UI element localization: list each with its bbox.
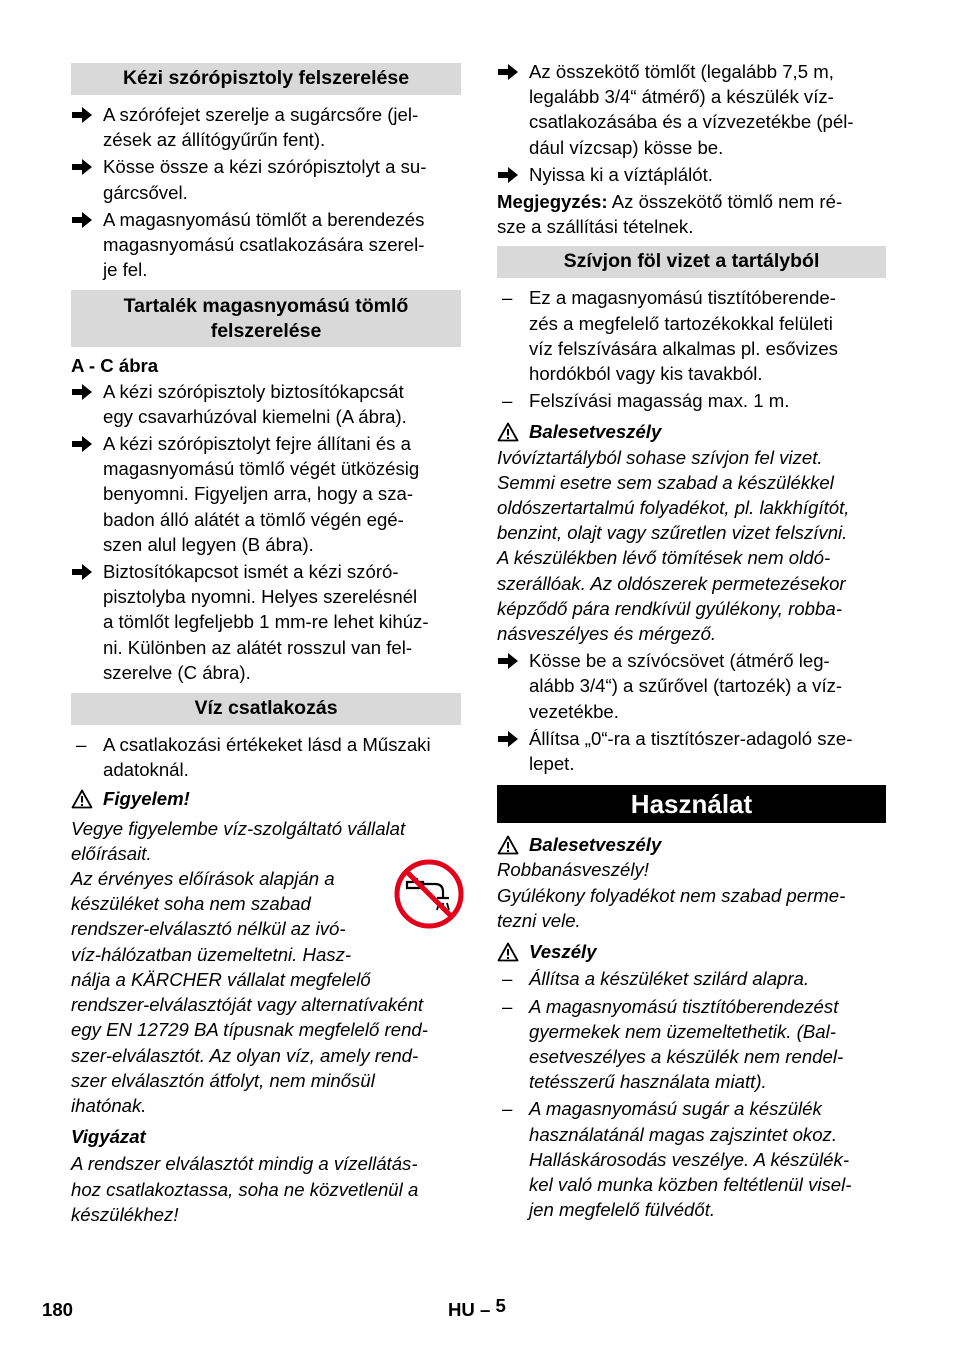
list-item: A kézi szórópisztoly biztosítókapcsát egy csavarhúzóval kiemelni (A ábra).	[71, 379, 461, 429]
paragraph: Ivóvíztartályból sohase szívjon fel vizet. Semmi esetre sem szabad a készülékkel oldószertartalmú folyadékot, pl. lakkhígítót, benzint, olajt vagy szűretlen vizet felszívni. A készülékben lévő tömítések nem oldó- szerállóak. Az oldószerek permetezésekor képződő pára rendkívül gyúlékony, robba- násveszélyes és mérgező.	[497, 446, 850, 645]
list-item: – A magasnyomású sugár a készülék használatánál magas zajszintet okoz. Halláskárosodás veszélye. A készülék- kel való munka közben feltétlenül visel- jen megfelelő fülvédőt.	[502, 1098, 852, 1221]
arrow-right-icon	[71, 381, 93, 403]
note: Megjegyzés: Az összekötő tömlő nem ré- sze a szállítási tételnek.	[497, 191, 843, 238]
caution-heading: Vigyázat	[71, 1126, 146, 1148]
warning-triangle-icon	[71, 789, 93, 809]
paragraph: Vegye figyelembe víz-szolgáltató vállalat előírásait.	[71, 817, 406, 864]
warning-triangle-icon	[497, 422, 519, 442]
arrow-right-icon	[71, 209, 93, 231]
note-label: Megjegyzés:	[497, 191, 608, 213]
arrow-right-icon	[497, 650, 519, 672]
left-column	[71, 63, 461, 1227]
heading-water-connection: Víz csatlakozás	[71, 693, 461, 725]
list-item: Kösse össze a kézi szórópisztolyt a su- gárcsővel.	[71, 154, 461, 204]
no-drinking-water-icon	[393, 858, 465, 930]
arrow-right-icon	[71, 104, 93, 126]
heading-suction: Szívjon föl vizet a tartályból	[497, 246, 886, 278]
warning-attention: Figyelem!	[71, 786, 461, 811]
paragraph: Robbanásveszély! Gyúlékony folyadékot nem szabad perme- tezni vele.	[497, 859, 846, 931]
arrow-right-icon	[497, 61, 519, 83]
paragraph: Az érvényes előírások alapján a készüléket soha nem szabad rendszer-elválasztó nélkül az ivó- víz-hálózatban üzemeltetni. Hasz- nálja a KÄRCHER vállalat megfelelő rendszer-elválasztóját vagy alternatívaként egy EN 12729 BA típusnak megfelelő rend- szer-elválasztót. Az olyan víz, amely rend- szer elválasztón átfolyt, nem minősül ihatónak.	[71, 866, 461, 1118]
warning-danger: Veszély	[497, 939, 886, 964]
warning-accident: Balesetveszély	[497, 832, 886, 857]
list-item: A szórófejet szerelje a sugárcsőre (jel- zések az állítógyűrűn fent).	[71, 102, 461, 152]
section-title: Használat	[497, 785, 886, 823]
heading-spray-gun: Kézi szórópisztoly felszerelése	[71, 63, 461, 95]
right-column	[497, 59, 886, 1222]
warning-accident: Balesetveszély	[497, 419, 886, 444]
list-item: Állítsa „0“-ra a tisztítószer-adagoló sze- lepet.	[497, 726, 886, 776]
warning-triangle-icon	[497, 942, 519, 962]
arrow-right-icon	[497, 164, 519, 186]
list-item: – Állítsa a készüléket szilárd alapra.	[502, 968, 810, 990]
list-item: Biztosítókapcsot ismét a kézi szóró- pisztolyba nyomni. Helyes szerelésnél a tömlőt legfeljebb 1 mm-re lehet kihúz- ni. Különben az alátét rosszul van fel- szerelve (C ábra).	[71, 559, 461, 685]
list-item: Nyissa ki a víztáplálót.	[497, 162, 886, 187]
warning-triangle-icon	[497, 835, 519, 855]
page-number: 180	[42, 1299, 74, 1320]
page-footer-label: HU – 5	[448, 1295, 506, 1320]
list-item: – A magasnyomású tisztítóberendezést gyermekek nem üzemeltethetik. (Bal- esetveszélyes a készülék nem rendel- tetésszerű használata miatt).	[502, 995, 844, 1093]
arrow-right-icon	[497, 728, 519, 750]
figure-label: A - C ábra	[71, 355, 159, 377]
list-item: – Felszívási magasság max. 1 m.	[502, 390, 790, 412]
heading-spare-hose: Tartalék magasnyomású tömlő felszerelése	[71, 290, 461, 347]
arrow-right-icon	[71, 156, 93, 178]
list-item: A kézi szórópisztolyt fejre állítani és a magasnyomású tömlő végét ütközésig benyomni. Figyeljen arra, hogy a sza- badon álló alátét a tömlő végén egé- szen alul legyen (B ábra).	[71, 431, 461, 557]
list-item: Az összekötő tömlőt (legalább 7,5 m, legalább 3/4“ átmérő) a készülék víz- csatlakozásába és a vízvezetékbe (pél- dául vízcsap) kösse be.	[497, 59, 886, 160]
list-item: – A csatlakozási értékeket lásd a Műszaki adatoknál.	[76, 734, 431, 781]
list-item: – Ez a magasnyomású tisztítóberende- zés a megfelelő tartozékokkal felületi víz felszívására alkalmas pl. esővizes hordókból vagy kis tavakból.	[502, 287, 838, 385]
arrow-right-icon	[71, 561, 93, 583]
list-item: Kösse be a szívócsövet (átmérő leg- alább 3/4“) a szűrővel (tartozék) a víz- vezetékbe.	[497, 648, 886, 724]
list-item: A magasnyomású tömlőt a berendezés magasnyomású csatlakozására szerel- je fel.	[71, 207, 461, 283]
paragraph: A rendszer elválasztót mindig a vízellátás- hoz csatlakoztassa, soha ne közvetlenül a készülékhez!	[71, 1153, 419, 1225]
arrow-right-icon	[71, 433, 93, 455]
